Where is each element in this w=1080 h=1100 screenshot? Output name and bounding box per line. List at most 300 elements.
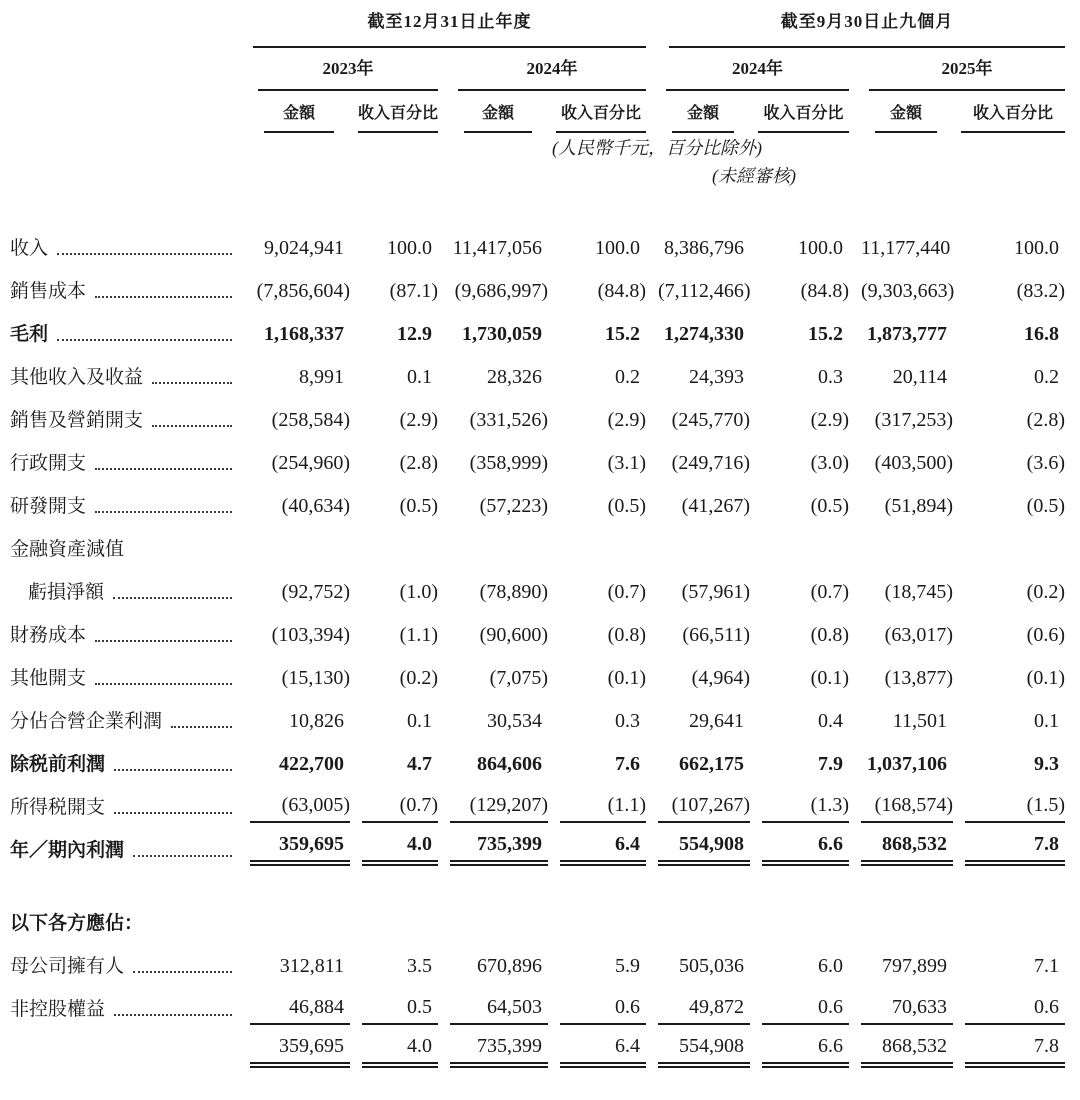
row-label — [0, 350, 238, 393]
cell-value — [849, 651, 953, 694]
currency-unit-note: (人民幣千元，百分比除外) — [552, 138, 762, 158]
cell-value — [238, 350, 350, 393]
cell-value — [238, 651, 350, 694]
row-label — [0, 479, 238, 522]
cell-value — [849, 823, 953, 878]
cell-value — [953, 393, 1065, 436]
value-text: 0.1 — [407, 366, 432, 388]
value-text: (0.2) — [1026, 581, 1065, 603]
cell-value — [238, 694, 350, 737]
value-text: (245,770) — [671, 409, 750, 431]
cell-value — [238, 939, 350, 982]
value-text: 6.4 — [615, 1035, 640, 1057]
cell-value — [350, 264, 438, 307]
percent-header: 收入百分比 — [556, 100, 646, 133]
cell-value — [849, 694, 953, 737]
amount-header: 金額 — [875, 100, 937, 133]
value-text: (1.5) — [1026, 794, 1065, 816]
year-2024-9m — [646, 48, 849, 91]
value-text: (168,574) — [874, 794, 953, 816]
table-row — [0, 307, 1065, 350]
row-label-text: 研發開支 — [10, 496, 87, 518]
cell-value — [350, 522, 438, 565]
dotted-leader — [152, 382, 232, 384]
value-text: 24,393 — [689, 366, 744, 388]
value-text: 15.2 — [808, 323, 843, 345]
cell-value — [350, 479, 438, 522]
cell-value — [548, 436, 646, 479]
cell-value — [646, 522, 750, 565]
row-label — [0, 264, 238, 307]
table-row — [0, 221, 1065, 264]
value-text: 100.0 — [595, 237, 640, 259]
value-text: 359,695 — [279, 833, 344, 855]
row-label-text: 年／期內利潤 — [10, 840, 125, 862]
cell-value — [750, 221, 849, 264]
cell-value — [548, 264, 646, 307]
value-text: 0.3 — [818, 366, 843, 388]
cell-value — [750, 522, 849, 565]
group-nine-months — [646, 0, 1065, 48]
cell-value — [548, 565, 646, 608]
value-text: (7,856,604) — [256, 280, 350, 302]
cell-value — [238, 479, 350, 522]
cell-value — [953, 479, 1065, 522]
cell-value — [953, 1025, 1065, 1080]
value-text: (2.8) — [1026, 409, 1065, 431]
cell-value — [238, 1025, 350, 1080]
cell-value — [646, 780, 750, 823]
value-text: (9,686,997) — [454, 280, 548, 302]
cell-value — [953, 982, 1065, 1025]
table-row — [0, 1025, 1065, 1080]
cell-value — [750, 393, 849, 436]
cell-value — [849, 608, 953, 651]
value-text: 7.6 — [615, 753, 640, 775]
cell-value — [953, 694, 1065, 737]
cell-value — [238, 823, 350, 878]
dotted-leader — [114, 769, 232, 771]
value-text: (13,877) — [884, 667, 953, 689]
year-2023-label: 2023年 — [258, 54, 438, 91]
value-text: 4.7 — [407, 753, 432, 775]
cell-value — [953, 522, 1065, 565]
cell-value — [646, 264, 750, 307]
value-text: 505,036 — [679, 955, 744, 977]
col-amount-2024 — [438, 91, 548, 133]
value-text: 0.5 — [407, 996, 432, 1018]
dotted-leader — [171, 726, 232, 728]
amount-header: 金額 — [264, 100, 334, 133]
row-label-text: 以下各方應佔： — [10, 913, 144, 935]
cell-value — [750, 780, 849, 823]
cell-value — [750, 694, 849, 737]
row-label — [0, 522, 238, 565]
row-label — [0, 1025, 238, 1080]
value-text: 0.1 — [407, 710, 432, 732]
table-row — [0, 608, 1065, 651]
value-text: 30,534 — [487, 710, 542, 732]
value-text: 0.3 — [615, 710, 640, 732]
value-text: 735,399 — [477, 1035, 542, 1057]
cell-value — [849, 436, 953, 479]
value-text: (1.0) — [399, 581, 438, 603]
cell-value — [646, 982, 750, 1025]
cell-value — [438, 479, 548, 522]
cell-value — [646, 221, 750, 264]
value-text: (2.8) — [399, 452, 438, 474]
value-text: 64,503 — [487, 996, 542, 1018]
value-text: 554,908 — [679, 1035, 744, 1057]
table-row — [0, 350, 1065, 393]
cell-value — [849, 878, 953, 939]
cell-value — [238, 878, 350, 939]
cell-value — [438, 878, 548, 939]
cell-value — [646, 307, 750, 350]
value-text: 1,873,777 — [867, 323, 947, 345]
value-text: (1.1) — [607, 794, 646, 816]
dotted-leader — [57, 339, 232, 341]
cell-value — [849, 221, 953, 264]
col-percent-2023 — [350, 91, 438, 133]
cell-value — [238, 307, 350, 350]
value-text: 11,501 — [892, 710, 947, 732]
cell-value — [953, 264, 1065, 307]
value-text: 0.2 — [615, 366, 640, 388]
value-text: (0.6) — [1026, 624, 1065, 646]
value-text: 100.0 — [798, 237, 843, 259]
value-text: 868,532 — [882, 1035, 947, 1057]
row-label — [0, 982, 238, 1025]
row-label-text: 非控股權益 — [10, 999, 106, 1021]
cell-value — [849, 565, 953, 608]
value-text: (7,112,466) — [658, 280, 751, 302]
cell-value — [238, 522, 350, 565]
cell-value — [646, 823, 750, 878]
cell-value — [750, 982, 849, 1025]
row-label — [0, 651, 238, 694]
year-2025-9m — [849, 48, 1065, 91]
row-label-text: 財務成本 — [10, 625, 87, 647]
dotted-leader — [95, 511, 232, 513]
cell-value — [350, 823, 438, 878]
cell-value — [548, 694, 646, 737]
value-text: (107,267) — [671, 794, 750, 816]
cell-value — [438, 823, 548, 878]
cell-value — [438, 522, 548, 565]
cell-value — [849, 522, 953, 565]
table-row — [0, 780, 1065, 823]
table-row — [0, 694, 1065, 737]
row-label-text: 分佔合營企業利潤 — [10, 711, 163, 733]
value-text: (0.7) — [399, 794, 438, 816]
cell-value — [646, 436, 750, 479]
value-text: (403,500) — [874, 452, 953, 474]
year-row — [0, 48, 1065, 91]
col-amount-2023 — [238, 91, 350, 133]
row-label — [0, 737, 238, 780]
cell-value — [548, 608, 646, 651]
table-row — [0, 264, 1065, 307]
column-header-row — [0, 91, 1065, 133]
dotted-leader — [57, 253, 232, 255]
group-nine-months-label: 截至9月30日止九個月 — [669, 7, 1065, 48]
row-label-text: 金融資產減值 — [10, 539, 125, 561]
value-text: 100.0 — [1014, 237, 1059, 259]
table-body — [0, 133, 1065, 1080]
dotted-leader — [114, 812, 232, 814]
table-row — [0, 823, 1065, 878]
cell-value — [548, 393, 646, 436]
value-text: (9,303,663) — [861, 280, 955, 302]
corner-blank — [0, 0, 238, 48]
value-text: 422,700 — [279, 753, 344, 775]
value-text: (7,075) — [489, 667, 548, 689]
value-text: 16.8 — [1024, 323, 1059, 345]
year-2024-label: 2024年 — [458, 54, 646, 91]
cell-value — [849, 393, 953, 436]
group-fiscal-year — [238, 0, 646, 48]
value-text: (63,017) — [884, 624, 953, 646]
table-row — [0, 939, 1065, 982]
cell-value — [750, 350, 849, 393]
value-text: (0.7) — [607, 581, 646, 603]
cell-value — [548, 1025, 646, 1080]
cell-value — [438, 1025, 548, 1080]
value-text: (51,894) — [884, 495, 953, 517]
cell-value — [548, 939, 646, 982]
value-text: 554,908 — [679, 833, 744, 855]
cell-value — [750, 565, 849, 608]
percent-header: 收入百分比 — [758, 100, 849, 133]
corner-blank — [0, 91, 238, 133]
amount-header: 金額 — [464, 100, 532, 133]
value-text: (84.8) — [800, 280, 849, 302]
value-text: 29,641 — [689, 710, 744, 732]
row-label-text: 毛利 — [10, 324, 49, 346]
table-row — [0, 393, 1065, 436]
value-text: 9,024,941 — [264, 237, 344, 259]
cell-value — [750, 939, 849, 982]
cell-value — [646, 393, 750, 436]
cell-value — [849, 737, 953, 780]
value-text: (0.8) — [607, 624, 646, 646]
cell-value — [750, 307, 849, 350]
value-text: (2.9) — [607, 409, 646, 431]
row-label-text: 所得税開支 — [10, 797, 106, 819]
cell-value — [849, 939, 953, 982]
cell-value — [438, 307, 548, 350]
value-text: (0.5) — [607, 495, 646, 517]
value-text: 0.4 — [818, 710, 843, 732]
cell-value — [953, 823, 1065, 878]
value-text: 0.1 — [1034, 710, 1059, 732]
cell-value — [646, 939, 750, 982]
dotted-leader — [114, 1014, 232, 1016]
cell-value — [953, 565, 1065, 608]
value-text: 7.8 — [1034, 833, 1059, 855]
value-text: 7.9 — [818, 753, 843, 775]
value-text: (78,890) — [479, 581, 548, 603]
cell-value — [750, 608, 849, 651]
cell-value — [548, 307, 646, 350]
value-text: (1.3) — [810, 794, 849, 816]
cell-value — [849, 350, 953, 393]
cell-value — [438, 221, 548, 264]
row-label — [0, 780, 238, 823]
cell-value — [849, 264, 953, 307]
row-label — [0, 393, 238, 436]
cell-value — [238, 608, 350, 651]
row-label-text: 母公司擁有人 — [10, 956, 125, 978]
cell-value — [548, 221, 646, 264]
cell-value — [548, 479, 646, 522]
cell-value — [438, 939, 548, 982]
year-2023 — [238, 48, 438, 91]
row-label-text: 銷售及營銷開支 — [10, 410, 144, 432]
table-row — [0, 982, 1065, 1025]
value-text: (87.1) — [389, 280, 438, 302]
cell-value — [953, 221, 1065, 264]
cell-value — [750, 737, 849, 780]
year-2024-9m-label: 2024年 — [666, 54, 849, 91]
col-percent-2025-9m — [953, 91, 1065, 133]
value-text: 6.0 — [818, 955, 843, 977]
row-label-text: 行政開支 — [10, 453, 87, 475]
value-text: 4.0 — [407, 833, 432, 855]
cell-value — [750, 878, 849, 939]
value-text: (0.1) — [607, 667, 646, 689]
cell-value — [438, 436, 548, 479]
value-text: (3.6) — [1026, 452, 1065, 474]
cell-value — [438, 565, 548, 608]
period-group-row — [0, 0, 1065, 48]
value-text: 7.1 — [1034, 955, 1059, 977]
value-text: (63,005) — [281, 794, 350, 816]
value-text: (358,999) — [469, 452, 548, 474]
row-label — [0, 939, 238, 982]
table-row — [0, 522, 1065, 565]
row-label — [0, 823, 238, 878]
dotted-leader — [95, 468, 232, 470]
row-label-text: 除税前利潤 — [10, 754, 106, 776]
value-text: 100.0 — [387, 237, 432, 259]
value-text: (0.5) — [810, 495, 849, 517]
cell-value — [953, 608, 1065, 651]
row-label-text: 收入 — [10, 238, 49, 260]
cell-value — [849, 479, 953, 522]
cell-value — [350, 393, 438, 436]
value-text: (0.7) — [810, 581, 849, 603]
year-2024 — [438, 48, 646, 91]
table-row — [0, 651, 1065, 694]
cell-value — [350, 350, 438, 393]
header-body-gap — [0, 133, 1065, 221]
cell-value — [350, 737, 438, 780]
cell-value — [438, 393, 548, 436]
cell-value — [548, 737, 646, 780]
value-text: 20,114 — [892, 366, 947, 388]
group-fiscal-year-label: 截至12月31日止年度 — [253, 7, 646, 48]
cell-value — [646, 694, 750, 737]
value-text: 6.6 — [818, 1035, 843, 1057]
percent-header: 收入百分比 — [961, 100, 1065, 133]
cell-value — [548, 982, 646, 1025]
cell-value — [238, 221, 350, 264]
cell-value — [646, 565, 750, 608]
value-text: (3.1) — [607, 452, 646, 474]
cell-value — [350, 436, 438, 479]
col-percent-2024-9m — [750, 91, 849, 133]
row-label-text: 虧損淨額 — [28, 582, 105, 604]
value-text: 10,826 — [289, 710, 344, 732]
cell-value — [849, 1025, 953, 1080]
cell-value — [438, 651, 548, 694]
cell-value — [548, 780, 646, 823]
value-text: (83.2) — [1016, 280, 1065, 302]
cell-value — [548, 878, 646, 939]
value-text: (129,207) — [469, 794, 548, 816]
row-label — [0, 565, 238, 608]
cell-value — [646, 350, 750, 393]
cell-value — [350, 878, 438, 939]
value-text: 735,399 — [477, 833, 542, 855]
value-text: 6.4 — [615, 833, 640, 855]
dotted-leader — [152, 425, 232, 427]
cell-value — [953, 737, 1065, 780]
value-text: (66,511) — [682, 624, 750, 646]
value-text: 28,326 — [487, 366, 542, 388]
value-text: 3.5 — [407, 955, 432, 977]
table-row — [0, 565, 1065, 608]
cell-value — [350, 565, 438, 608]
value-text: 312,811 — [279, 955, 344, 977]
cell-value — [438, 350, 548, 393]
cell-value — [849, 307, 953, 350]
value-text: (3.0) — [810, 452, 849, 474]
unaudited-note: (未經審核) — [712, 166, 796, 186]
cell-value — [438, 264, 548, 307]
value-text: 670,896 — [477, 955, 542, 977]
value-text: (4,964) — [691, 667, 750, 689]
cell-value — [548, 651, 646, 694]
cell-value — [750, 823, 849, 878]
value-text: (317,253) — [874, 409, 953, 431]
cell-value — [953, 436, 1065, 479]
value-text: (0.2) — [399, 667, 438, 689]
cell-value — [238, 737, 350, 780]
value-text: 0.6 — [1034, 996, 1059, 1018]
value-text: (0.1) — [1026, 667, 1065, 689]
corner-blank — [0, 48, 238, 91]
cell-value — [646, 608, 750, 651]
value-text: 359,695 — [279, 1035, 344, 1057]
cell-value — [849, 780, 953, 823]
cell-value — [548, 823, 646, 878]
value-text: 11,417,056 — [452, 237, 542, 259]
value-text: (258,584) — [271, 409, 350, 431]
value-text: (0.8) — [810, 624, 849, 646]
dotted-leader — [95, 296, 232, 298]
cell-value — [350, 780, 438, 823]
cell-value — [350, 939, 438, 982]
value-text: 9.3 — [1034, 753, 1059, 775]
cell-value — [953, 651, 1065, 694]
value-text: (18,745) — [884, 581, 953, 603]
value-text: 12.9 — [397, 323, 432, 345]
cell-value — [350, 651, 438, 694]
cell-value — [350, 1025, 438, 1080]
